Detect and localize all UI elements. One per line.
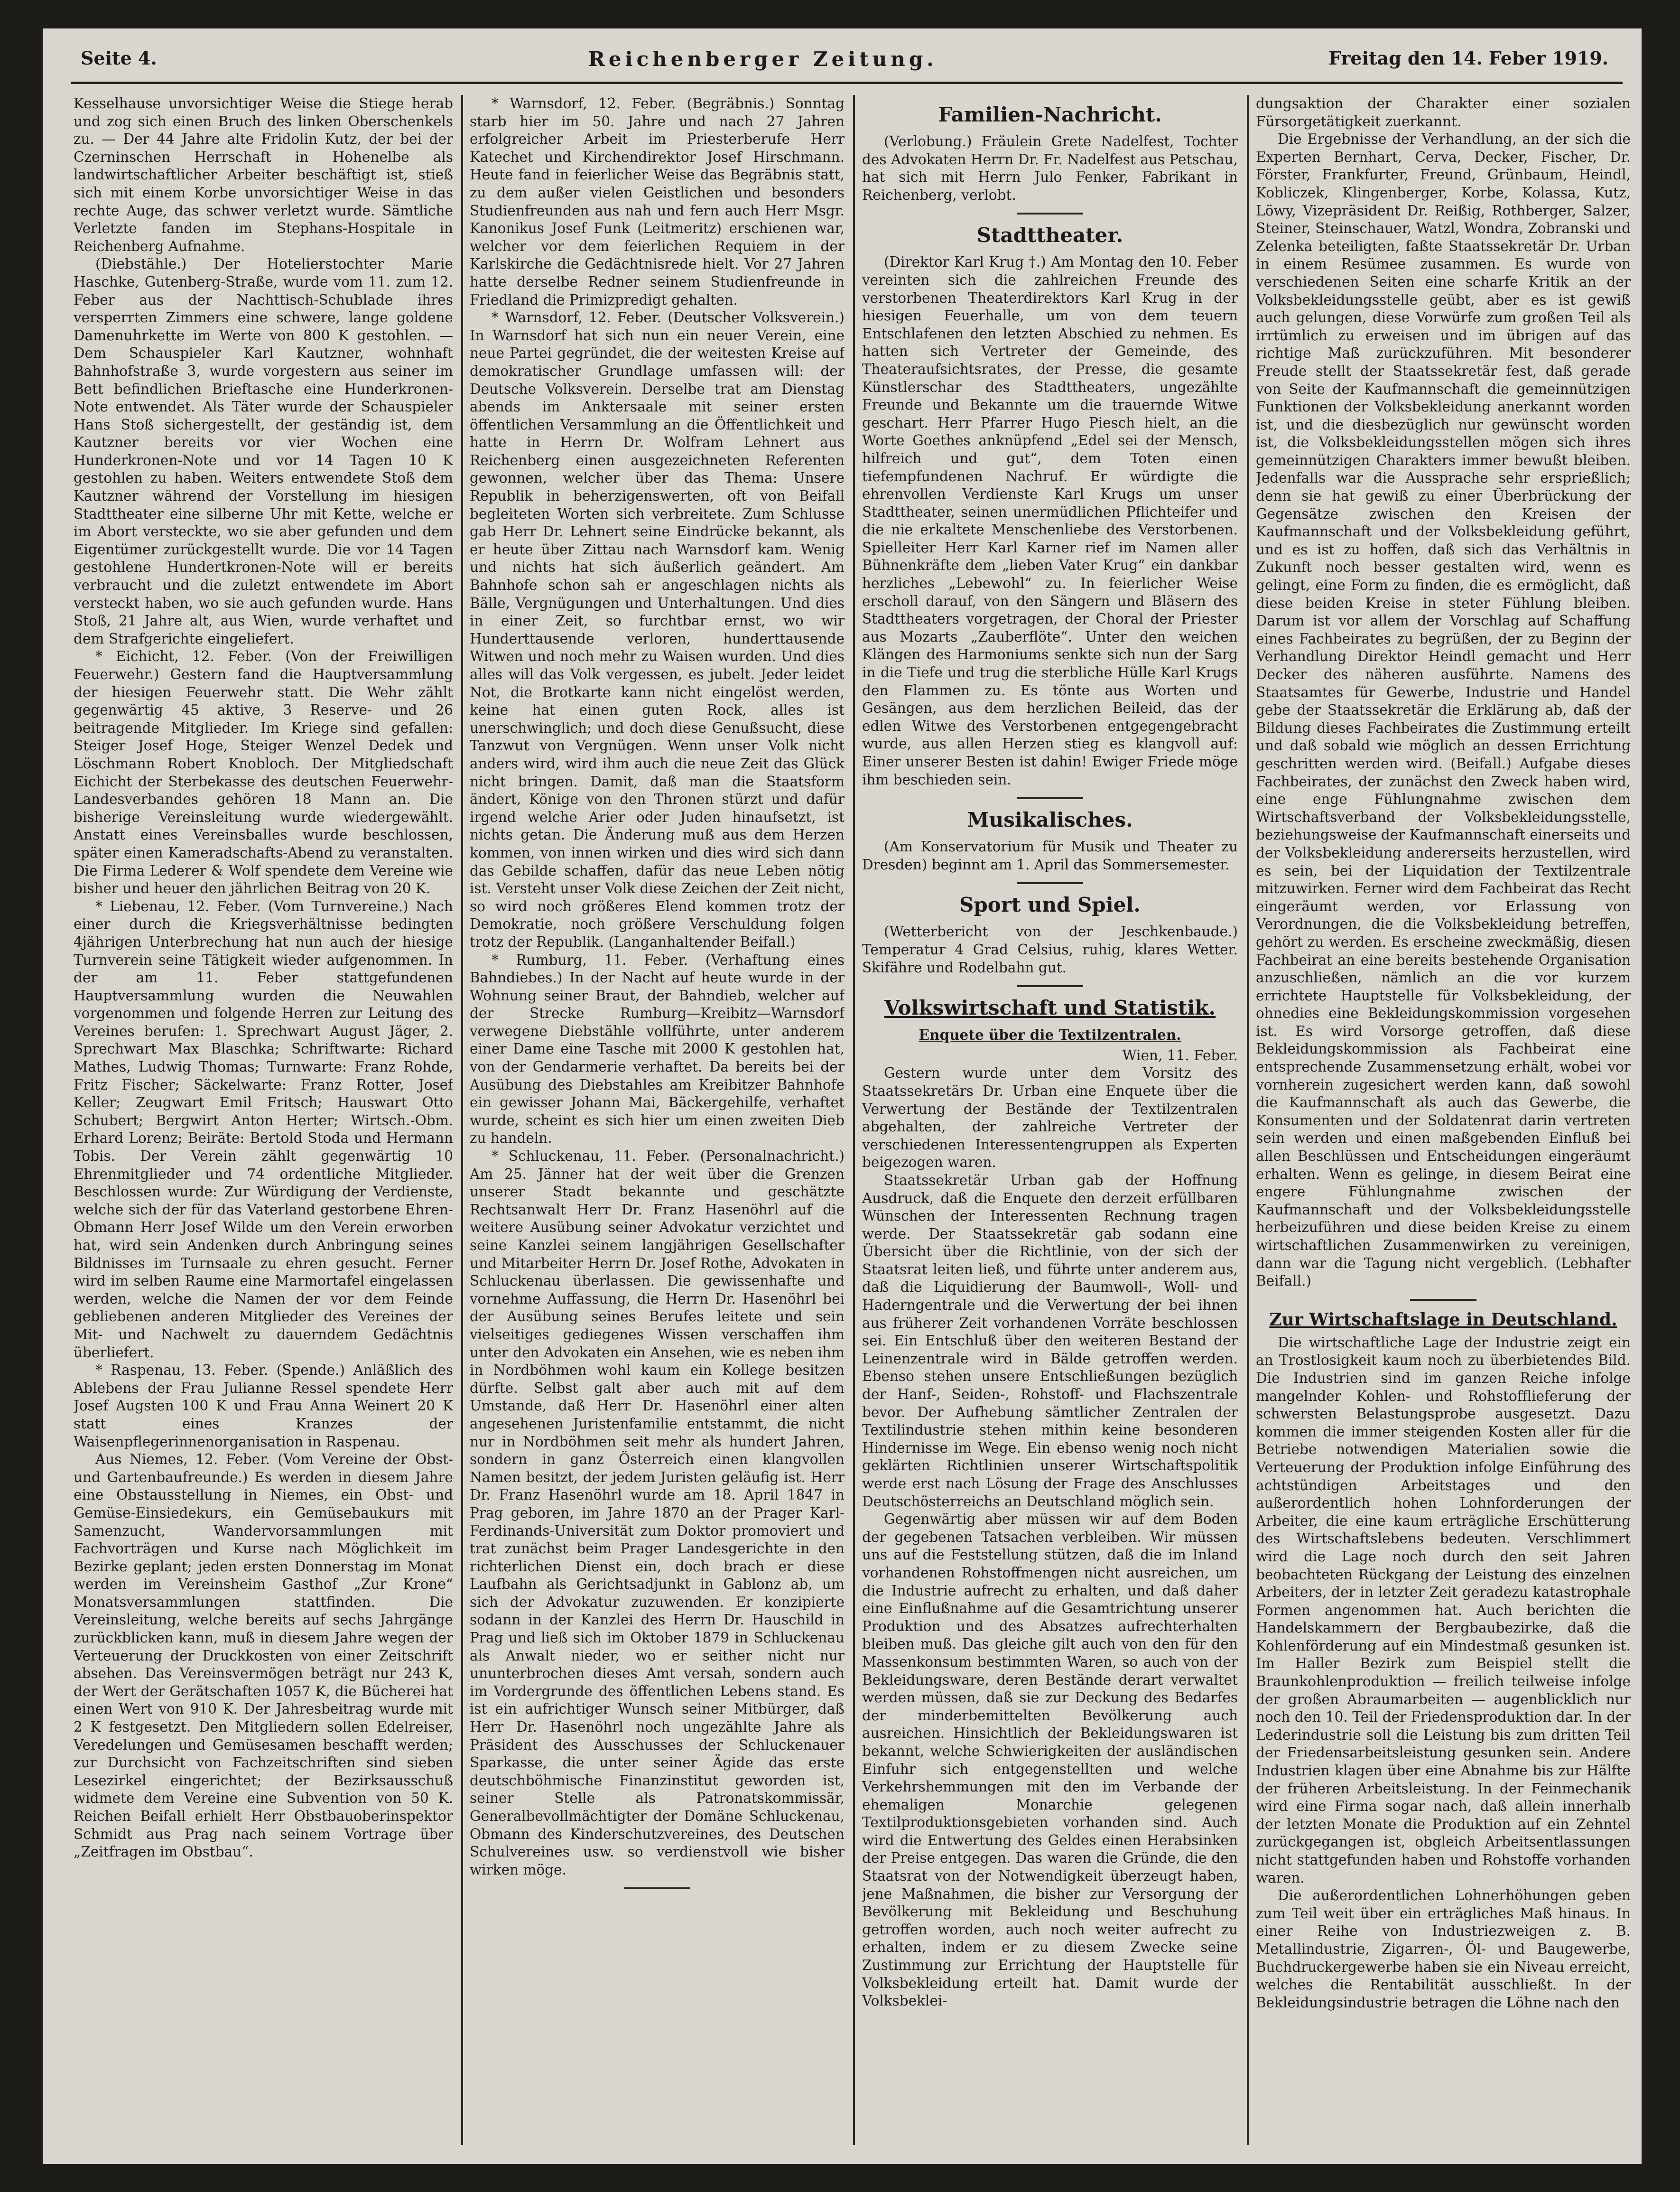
article-paragraph: (Direktor Karl Krug †.) Am Montag den 10. Feber vereinten sich die zahlreichen Freunde des verstorbenen Theaterdirektors Karl Krug in der hiesigen Feuerhalle, um von dem teuern Entschlafenen den letzten Abschied zu nehmen. Es hatten sich Vertreter der Gemeinde, des Theateraufsichtsrates, der Presse, die gesamte Künstlerschar des Stadttheaters, ungezählte Freunde und Bekannte um die trauernde Witwe geschart. Herr Pfarrer Hugo Piesch hielt, an die Worte Goethes anknüpfend „Edel sei der Mensch, hilfreich und gut“, dem Toten einen tiefempfundenen Nachruf. Er würdigte die ehrenvollen Verdienste Karl Krugs um unser Stadttheater, seinen unermüdlichen Pflichteifer und die nie erkaltete Menschenliebe des Verstorbenen. Spielleiter Herr Karl Karner rief im Namen aller Bühnenkräfte dem „lieben Vater Krug“ ein dankbar herzliches „Lebewohl“ zu. In feierlicher Weise erscholl darauf, von den Sängern und Bläsern des Stadttheaters vorgetragen, der Choral der Priester aus Mozarts „Zauberflöte“. Unter den weichen Klängen des Harmoniums senkte sich nun der Sarg in die Tiefe und trug die sterbliche Hülle Karl Krugs den Flammen zu. Es tönte aus Worten und Gesängen, aus dem herzlichen Beileid, das der edlen Witwe des Verstorbenen entgegengebracht wurde, aus allen Herzen stieg es klangvoll auf: Einer unserer Besten ist dahin! Ewiger Friede möge ihm beschieden sein. (862, 254, 1238, 788)
article-paragraph: Gegenwärtig aber müssen wir auf dem Boden der gegebenen Tatsachen verbleiben. Wir müssen uns auf die Feststellung stützen, daß die im Inland vorhandenen Rohstoffmengen nicht ausreichen, um die Industrie aufrecht zu erhalten, und daß daher eine Einflußnahme auf die Gesamtrichtung unserer Produktion und des Absatzes aufrechterhalten bleiben muß. Das gleiche gilt auch von den für den Massenkonsum bestimmten Waren, so auch von der Bekleidungsware, deren Bestände derart verwaltet werden müssen, daß sie zur Deckung des Bedarfes der minderbemittelten Bevölkerung auch ausreichen. Hinsichtlich der Bekleidungswaren ist bekannt, welche Schwierigkeiten der ausländischen Einfuhr sich entgegenstellten und welche Verkehrshemmungen mit den im Verbande der ehemaligen Monarchie gelegenen Textilproduktionsgebieten vorhanden sind. Auch wird die Entwertung des Geldes einen Herabsinken der Preise entgegen. Das waren die Gründe, die den Staatsrat von der Notwendigkeit überzeugt haben, jene Maßnahmen, die bisher zur Versorgung der Bevölkerung mit Bekleidung und Beschuhung getroffen worden, auch noch weiter aufrecht zu erhalten, indem er zu diesem Zwecke seine Zustimmung zur Errichtung der Hauptstelle für Volksbekleidung erteilt hat. Damit wurde der Volksbeklei- (862, 1511, 1238, 2009)
section-rule (1017, 985, 1083, 987)
article-paragraph: Die außerordentlichen Lohnerhöhungen geben zum Teil weit über ein erträgliches Maß hinaus. In einer Reihe von Industriezweigen z. B. Metallindustrie, Zigarren-, Öl- und Baugewerbe, Buchdruckergewerbe haben sie ein Niveau erreicht, welches die Rentabilität ausschließt. In der Bekleidungsindustrie betragen die Löhne nach den (1256, 1887, 1631, 2011)
section-rule (1017, 797, 1083, 799)
column-4 (1256, 95, 1631, 2145)
newspaper-title: Reichenberger Zeitung. (588, 47, 937, 71)
article-paragraph: Die Ergebnisse der Verhandlung, an der sich die Experten Bernhart, Cerva, Decker, Fischer, Dr. Förster, Frankfurter, Freund, Grünbaum, Heindl, Kobliczek, Klingenberger, Korbe, Kolassa, Kutz, Löwy, Vizepräsident Dr. Reißig, Rothberger, Salzer, Steiner, Steinschauer, Watzl, Wondra, Zobranski und Zelenka beteiligten, faßte Staatssekretär Dr. Urban in einem Resümee zusammen. Es wurde von verschiedenen Seiten eine scharfe Kritik an der Volksbekleidungsstelle geübt, aber es ist gewiß auch gelungen, diese Vorwürfe zum großen Teil als irrtümlich zu erweisen und im übrigen auf das richtige Maß zurückzuführen. Mit besonderer Freude stellt der Staatssekretär fest, daß gerade von Seite der Kaufmannschaft die gemeinnützigen Funktionen der Volksbekleidung anerkannt worden ist, und die diesbezüglich nur gewünscht worden ist, die Volksbekleidungsstellen mögen sich ihres gemeinnützigen Charakters immer bewußt bleiben. Jedenfalls war die Aussprache sehr ersprießlich; denn sie hat gewiß zu einer Überbrückung der Gegensätze zwischen den Kreisen der Kaufmannschaft und der Volksbekleidung geführt, und es ist zu hoffen, daß sich das Verhältnis in Zukunft noch besser gestalten wird, wenn es gelingt, eine Form zu finden, die es ermöglicht, daß diese beiden Kreise in steter Fühlung bleiben. Darum ist vor allem der Vorschlag auf Schaffung eines Fachbeirates zu begrüßen, der zu Beginn der Verhandlung Direktor Heindl gemacht und Herr Decker des näheren ausführte. Namens des Staatsamtes für Gewerbe, Industrie und Handel gebe der Staatssekretär die Erklärung ab, daß der Bildung dieses Fachbeirates die Zustimmung erteilt und daß sobald wie möglich an dessen Errichtung geschritten werden wird. (Beifall.) Aufgabe dieses Fachbeirates, der zunächst den Zweck haben wird, eine enge Fühlungnahme zwischen dem Wirtschaftsverband der Volksbekleidungsstelle, beziehungsweise der Kaufmannschaft einerseits und der Volksbekleidung andererseits herzustellen, wird es sein, bei der Liquidation der Textilzentrale mitzuwirken. Ferner wird dem Fachbeirat das Recht eingeräumt werden, vor Erlassung von Verordnungen, die die Volksbekleidung betreffen, gehört zu werden. Es erscheine zweckmäßig, diesen Fachbeirat an eine bereits bestehende Organisation anzuschließen, nämlich an die vor kurzem errichtete Hauptstelle für Volksbekleidung, der ohnedies eine Bekleidungskommission vorgesehen ist. Es wird Vorsorge getroffen, daß diese Bekleidungskommission als Fachbeirat eine entsprechende Zusammensetzung erhält, wobei vor vornherein zugesichert werden kann, daß sowohl die Kaufmannschaft als auch das Gewerbe, die Konsumenten und der Soldatenrat darin vertreten sein werden und einen maßgebenden Einfluß bei allen Beschlüssen und Entscheidungen eingeräumt erhalten. Wenn es gelinge, in diesem Beirat eine engere Fühlungnahme zwischen der Kaufmannschaft und der Volksbekleidungsstelle herbeizuführen und diese beiden Kreise zu einem wirtschaftlichen Zusammenwirken zu vereinigen, dann war die Tagung nicht vergeblich. (Lebhafter Beifall.) (1256, 131, 1631, 1289)
article-paragraph: * Eichicht, 12. Feber. (Von der Freiwilligen Feuerwehr.) Gestern fand die Hauptversammlung der hiesigen Feuerwehr statt. Die Wehr zählt gegenwärtig 45 aktive, 3 Reserve- und 26 beitragende Mitglieder. Im Kriege sind gefallen: Steiger Josef Hoge, Steiger Wenzel Dedek und Löschmann Robert Knobloch. Der Mitgliedschaft Eichicht der Sterbekasse des deutschen Feuerwehr-Landesverbandes gehören 18 Mann an. Die bisherige Vereinsleitung wurde wiedergewählt. Anstatt eines Vereinsballes wurde beschlossen, später einen Kameradschafts-Abend zu veranstalten. Die Firma Lederer & Wolf spendete dem Vereine wie bisher und heuer den jährlichen Beitrag von 20 K. (74, 648, 453, 897)
page-number: Seite 4. (81, 47, 157, 69)
page-header (43, 37, 1642, 82)
newspaper-page (43, 28, 1642, 2164)
section-heading: Sport und Spiel. (959, 893, 1141, 917)
article-paragraph: * Warnsdorf, 12. Feber. (Deutscher Volksverein.) In Warnsdorf hat sich nun ein neuer Verein, eine neue Partei gegründet, die der weitesten Kreise auf demokratischer Grundlage umfassen will: der Deutsche Volksverein. Derselbe trat am Dienstag abends im Anktersaale mit seiner ersten öffentlichen Versammlung an die Öffentlichkeit und hatte in Herrn Dr. Wolfram Lehnert aus Reichenberg einen ausgezeichneten Referenten gewonnen, welcher über das Thema: Unsere Republik in beherzigenswerten, oft von Beifall begleiteten Worten sich verbreitete. Zum Schlusse gab Herr Dr. Lehnert seine Eindrücke bekannt, als er heute über Zittau nach Warnsdorf kam. Wenig und nichts hat sich äußerlich geändert. Am Bahnhofe schon sah er angeschlagen nichts als Bälle, Vergnügungen und Unterhaltungen. Und dies in einer Zeit, so furchtbar ernst, wo wir Hunderttausende verloren, hunderttausende Witwen und noch mehr zu Waisen wurden. Und dies alles will das Volk vergessen, es jubelt. Jeder leidet Not, die Brotkarte kann nicht eingelöst werden, keine hat einen guten Rock, alles ist unerschwinglich; und doch diese Genußsucht, diese Tanzwut von Vergnügen. Wenn unser Volk nicht anders wird, wird ihm auch die neue Zeit das Glück nicht bringen. Damit, daß man die Staatsform ändert, Könige von den Thronen stürzt und dafür irgend welche Arier oder Juden hinaufsetzt, ist nichts getan. Die Änderung muß aus dem Herzen kommen, von innen wirken und dies wird sich dann das Gebilde schaffen, dafür das neue Leben nötig ist. Versteht unser Volk diese Zeichen der Zeit nicht, so wird noch größeres Elend kommen trotz der Demokratie, noch größere Verschuldung folgen trotz der Republik. (Langanhaltender Beifall.) (470, 309, 845, 950)
article-paragraph: (Am Konservatorium für Musik und Theater zu Dresden) beginnt am 1. April das Sommersemester. (862, 839, 1238, 873)
section-rule (1017, 882, 1083, 884)
column-2 (470, 95, 845, 2145)
section-heading: Volkswirtschaft und Statistik. (884, 996, 1216, 1020)
column-divider (1247, 95, 1249, 2145)
article-paragraph: Aus Niemes, 12. Feber. (Vom Vereine der Obst- und Gartenbaufreunde.) Es werden in diesem Jahre eine Obstausstellung in Niemes, ein Obst- und Gemüse-Einsiedekurs, ein Gemüsebaukurs mit Samenzucht, Wandervorsammlungen mit Fachvorträgen und Kurse nach Möglichkeit im Bezirke geplant; jeden ersten Donnerstag im Monat werden im Vereinsheim Gasthof „Zur Krone“ Monatsversammlungen stattfinden. Die Vereinsleitung, welche bereits auf sechs Jahrgänge zurückblicken kann, muß in diesem Jahre wegen der Verteuerung der Druckkosten von einer Zeitschrift absehen. Das Vereinsvermögen beträgt nur 243 K, der Wert der Gerätschaften 1057 K, die Bücherei hat einen Wert von 910 K. Der Jahresbeitrag wurde mit 2 K festgesetzt. Den Mitgliedern sollen Edelreiser, Veredelungen und Gemüsesamen beschafft werden; zur Durchsicht von Fachzeitschriften sind sieben Lesezirkel eingerichtet; der Bezirksausschuß widmete dem Vereine eine Subvention von 50 K. Reichen Beifall erhielt Herr Obstbauoberinspektor Schmidt aus Prag nach seinem Vortrage über „Zeitfragen im Obstbau“. (74, 1451, 453, 1860)
column-1 (74, 95, 453, 2145)
section-heading: Zur Wirtschaftslage in Deutschland. (1269, 1309, 1617, 1330)
article-paragraph: * Warnsdorf, 12. Feber. (Begräbnis.) Sonntag starb hier im 50. Jahre und nach 27 Jahren erfolgreicher Arbeit im Priesterberufe Herr Katechet und Kirchendirektor Josef Hirschmann. Heute fand in feierlicher Weise das Begräbnis statt, zu dem außer vielen Geistlichen und besonders Studienfreunden aus nah und fern auch Herr Msgr. Kanonikus Josef Funk (Leitmeritz) erschienen war, welcher vor dem feierlichen Requiem in der Karlskirche die Gedächtnisrede hielt. Vor 27 Jahren hatte derselbe Redner seinem Studienfreunde in Friedland die Primizpredigt gehalten. (470, 95, 845, 308)
end-rule (624, 1887, 690, 1889)
header-rule (71, 82, 1623, 84)
article-paragraph: * Raspenau, 13. Feber. (Spende.) Anläßlich des Ablebens der Frau Julianne Ressel spendete Herr Josef Augsten 100 K und Frau Anna Weinert 20 K statt eines Kranzes der Waisenpflegerinnenorganisation in Raspenau. (74, 1362, 453, 1450)
article-paragraph: (Verlobung.) Fräulein Grete Nadelfest, Tochter des Advokaten Herrn Dr. Fr. Nadelfest aus Petschau, hat sich mit Herrn Julo Fenker, Fabrikant in Reichenberg, verlobt. (862, 133, 1238, 203)
article-paragraph: Gestern wurde unter dem Vorsitz des Staatssekretärs Dr. Urban eine Enquete über die Verwertung der Bestände der Textilzentralen abgehalten, der zahlreiche Vertreter der verschiedenen Interessentengruppen als Experten beigezogen waren. (862, 1065, 1238, 1171)
article-paragraph: Kesselhause unvorsichtiger Weise die Stiege herab und zog sich einen Bruch des linken Oberschenkels zu. — Der 44 Jahre alte Fridolin Kutz, der bei der Czerninschen Herrschaft in Hohenelbe als landwirtschaftlicher Arbeiter beschäftigt ist, stieß sich mit einem Korbe unvorsichtiger Weise in das rechte Auge, das schwer verletzt wurde. Sämtliche Verletzte fanden im Stephans-Hospitale in Reichenberg Aufnahme. (74, 95, 453, 254)
article-subheading: Enquete über die Textilzentralen. (919, 1026, 1181, 1044)
column-divider (461, 95, 463, 2145)
section-heading: Familien-Nachricht. (938, 103, 1162, 126)
issue-date: Freitag den 14. Feber 1919. (1328, 47, 1608, 69)
article-paragraph: (Diebstähle.) Der Hotelierstochter Marie Haschke, Gutenberg-Straße, wurde vom 11. zum 12. Feber aus der Nachttisch-Schublade ihres versperrten Zimmers eine schwere, lange goldene Damenuhrkette im Werte von 800 K gestohlen. — Dem Schauspieler Karl Kautzner, wohnhaft Bahnhofstraße 3, wurde vorgestern aus seiner im Bett befindlichen Brieftasche eine Hunderkronen-Note entwendet. Als Täter wurde der Schauspieler Hans Stoß sichergestellt, der geständig ist, dem Kautzner bereits vor vier Wochen eine Hunderkronen-Note und vor 14 Tagen 10 K gestohlen zu haben. Weiters entwendete Stoß dem Kautzner während der Vorstellung im hiesigen Stadttheater eine silberne Uhr mit Kette, welche er im Abort versteckte, wo sie aber gefunden und dem Eigentümer zurückgestellt wurde. Die vor 14 Tagen gestohlene Hundertkronen-Note will er bereits verbraucht und die zuletzt entwendete im Abort versteckt haben, wo sie auch gefunden wurde. Hans Stoß, 21 Jahre alt, aus Wien, wurde verhaftet und dem Strafgerichte eingeliefert. (74, 256, 453, 647)
section-heading: Musikalisches. (967, 808, 1133, 832)
article-paragraph: * Rumburg, 11. Feber. (Verhaftung eines Bahndiebes.) In der Nacht auf heute wurde in der Wohnung seiner Braut, der Bahndieb, welcher auf der Strecke Rumburg—Kreibitz—Warnsdorf verwegene Diebstähle vollführte, unter anderem einer Dame eine Tasche mit 2000 K gestohlen hat, von der Gendarmerie verhaftet. Da bereits bei der Ausübung des Diebstahles am Kreibitzer Bahnhofe ein gewisser Johann Mai, Bäckergehilfe, verhaftet wurde, scheint es sich hier um einen zweiten Dieb zu handeln. (470, 951, 845, 1147)
dateline: Wien, 11. Feber. (1122, 1047, 1238, 1063)
article-paragraph: dungsaktion der Charakter einer sozialen Fürsorgetätigkeit zuerkannt. (1256, 95, 1631, 130)
column-3 (862, 95, 1238, 2145)
article-paragraph: Die wirtschaftliche Lage der Industrie zeigt ein an Trostlosigkeit kaum noch zu überbietendes Bild. Die Industrien sind im ganzen Reiche infolge mangelnder Kohlen- und Rohstofflieferung der schwersten Belastungsprobe ausgesetzt. Dazu kommen die immer steigenden Kosten aller für die Betriebe notwendigen Materialien sowie die Verteuerung der Produktion infolge Einführung des achtstündigen Arbeitstages und den außerordentlich hohen Lohnforderungen der Arbeiter, die eine kaum erträgliche Erschütterung des Wirtschaftslebens bedeuten. Verschlimmert wird die Lage noch durch den seit Jahren beobachteten Rückgang der Leistung des einzelnen Arbeiters, der in letzter Zeit geradezu katastrophale Formen angenommen hat. Auch berichten die Handelskammern der Bergbaubezirke, daß die Kohlenförderung auf ein Mindestmaß gesunken ist. Im Haller Bezirk zum Beispiel stellt die Braunkohlenproduktion — freilich teilweise infolge der großen Abraumarbeiten — augenblicklich nur noch den 10. Teil der Friedensproduktion dar. In der Lederindustrie soll die Leistung bis zum dritten Teil der Friedensarbeitsleistung gesunken sein. Andere Industrien klagen über eine Abnahme bis zur Hälfte der früheren Arbeitsleistung. In der Feinmechanik wird eine Firma sogar nach, daß allein innerhalb der letzten Monate die Produktion auf ein Zehntel zurückgegangen ist, obgleich Arbeitsentlassungen nicht stattgefunden haben und Rohstoffe vorhanden waren. (1256, 1334, 1631, 1886)
section-rule (1017, 213, 1083, 215)
column-divider (853, 95, 855, 2145)
section-heading: Stadttheater. (976, 224, 1123, 247)
section-rule (1410, 1299, 1476, 1301)
article-paragraph: * Schluckenau, 11. Feber. (Personalnachricht.) Am 25. Jänner hat der weit über die Grenzen unserer Stadt bekannte und geschätzte Rechtsanwalt Herr Dr. Franz Hasenöhrl auf die weitere Ausübung seiner Advokatur verzichtet und seine Kanzlei seinem langjährigen Gesellschafter und Mitarbeiter Herrn Dr. Josef Rothe, Advokaten in Schluckenau überlassen. Die gewissenhafte und vornehme Auffassung, die Herrn Dr. Hasenöhrl bei der Ausübung seines Berufes leitete und sein vielseitiges gediegenes Wissen verschaffen ihm unter den Advokaten ein Ansehen, wie es neben ihm in Nordböhmen wohl kaum ein Kollege besitzen dürfte. Selbst galt aber auch mit auf dem Umstande, daß Herr Dr. Hasenöhrl einer alten angesehenen Juristenfamilie entstammt, die nicht nur in Nordböhmen seit mehr als hundert Jahren, sondern in ganz Österreich einen klangvollen Namen besitzt, der jedem Juristen geläufig ist. Herr Dr. Franz Hasenöhrl wurde am 18. April 1847 in Prag geboren, im Jahre 1870 an der Prager Karl-Ferdinands-Universität zum Doktor promoviert und trat zunächst beim Prager Landesgerichte in den richterlichen Dienst ein, doch brach er diese Laufbahn als Gerichtsadjunkt in Gablonz ab, um sich der Advokatur zuzuwenden. Er konzipierte sodann in der Kanzlei des Herrn Dr. Hauschild in Prag und ließ sich im Oktober 1879 in Schluckenau als Anwalt nieder, wo er seither nicht nur ununterbrochen dieses Amt versah, sondern auch im Vordergrunde des öffentlichen Lebens stand. Es ist ein aufrichtiger Wunsch seiner Mitbürger, daß Herr Dr. Hasenöhrl noch ungezählte Jahre als Präsident des Ausschusses der Schluckenauer Sparkasse, die unter seiner Ägide das erste deutschböhmische Finanzinstitut geworden ist, seiner Stelle als Patronatskommissär, Generalbevollmächtigter der Domäne Schluckenau, Obmann des Kinderschutzvereines, des Deutschen Schulvereines usw. so verdienstvoll wie bisher wirken möge. (470, 1148, 845, 1878)
article-paragraph: Staatssekretär Urban gab der Hoffnung Ausdruck, daß die Enquete den derzeit erfüllbaren Wünschen der Interessenten Rechnung tragen werde. Der Staatssekretär gab sodann eine Übersicht über die Richtlinie, von der sich der Staatsrat leiten ließ, und führte unter anderem aus, daß die Liquidierung der Baumwoll-, Woll- und Haderngentrale und die Verwertung der bei ihnen aus früherer Zeit vorhandenen Vorräte beschlossen sei. Ein Entschluß über den weiteren Bestand der Leinenzentrale wird in Bälde getroffen werden. Ebenso stehen unsere Entschließungen bezüglich der Hanf-, Seiden-, Rohstoff- und Flachszentrale bevor. Der Aufhebung sämtlicher Zentralen der Textilindustrie stehen mithin keine besonderen Hindernisse im Wege. Ein ebenso wenig noch nicht geklärten Richtlinien unserer Wirtschaftspolitik werde erst nach Lösung der Frage des Anschlusses Deutschösterreichs an Deutschland möglich sein. (862, 1172, 1238, 1510)
article-paragraph: * Liebenau, 12. Feber. (Vom Turnvereine.) Nach einer durch die Kriegsverhältnisse bedingten 4jährigen Unterbrechung hat nun auch der hiesige Turnverein seine Tätigkeit wieder aufgenommen. In der am 11. Feber stattgefundenen Hauptversammlung wurden die Neuwahlen vorgenommen und folgende Herren zur Leitung des Vereines berufen: 1. Sprechwart August Jäger, 2. Sprechwart Max Blaschka; Schriftwarte: Richard Mathes, Ludwig Thomas; Turnwarte: Franz Rohde, Fritz Fischer; Säckelwarte: Franz Rotter, Josef Keller; Zeugwart Emil Fritsch; Hauswart Otto Schubert; Bergwirt Anton Herter; Wirtsch.-Obm. Erhard Lorenz; Beiräte: Bertold Stoda und Hermann Tobis. Der Verein zählt gegenwärtig 10 Ehrenmitglieder und 74 ordentliche Mitglieder. Beschlossen wurde: Zur Würdigung der Verdienste, welche sich der für das Vaterland gestorbene Ehren-Obmann Herr Josef Wilde um den Verein erworben hat, wird sein Andenken durch Anbringung seines Bildnisses im Turnsaale zu ehren gesucht. Ferner wird im selben Raume eine Marmortafel eingelassen werden, welche die Namen der vor dem Feinde gebliebenen anderen Mitglieder des Vereines der Mit- und Nachwelt zu dauerndem Gedächtnis überliefert. (74, 898, 453, 1361)
article-paragraph: (Wetterbericht von der Jeschkenbaude.) Temperatur 4 Grad Celsius, ruhig, klares Wetter. Skifähre und Rodelbahn gut. (862, 923, 1238, 976)
